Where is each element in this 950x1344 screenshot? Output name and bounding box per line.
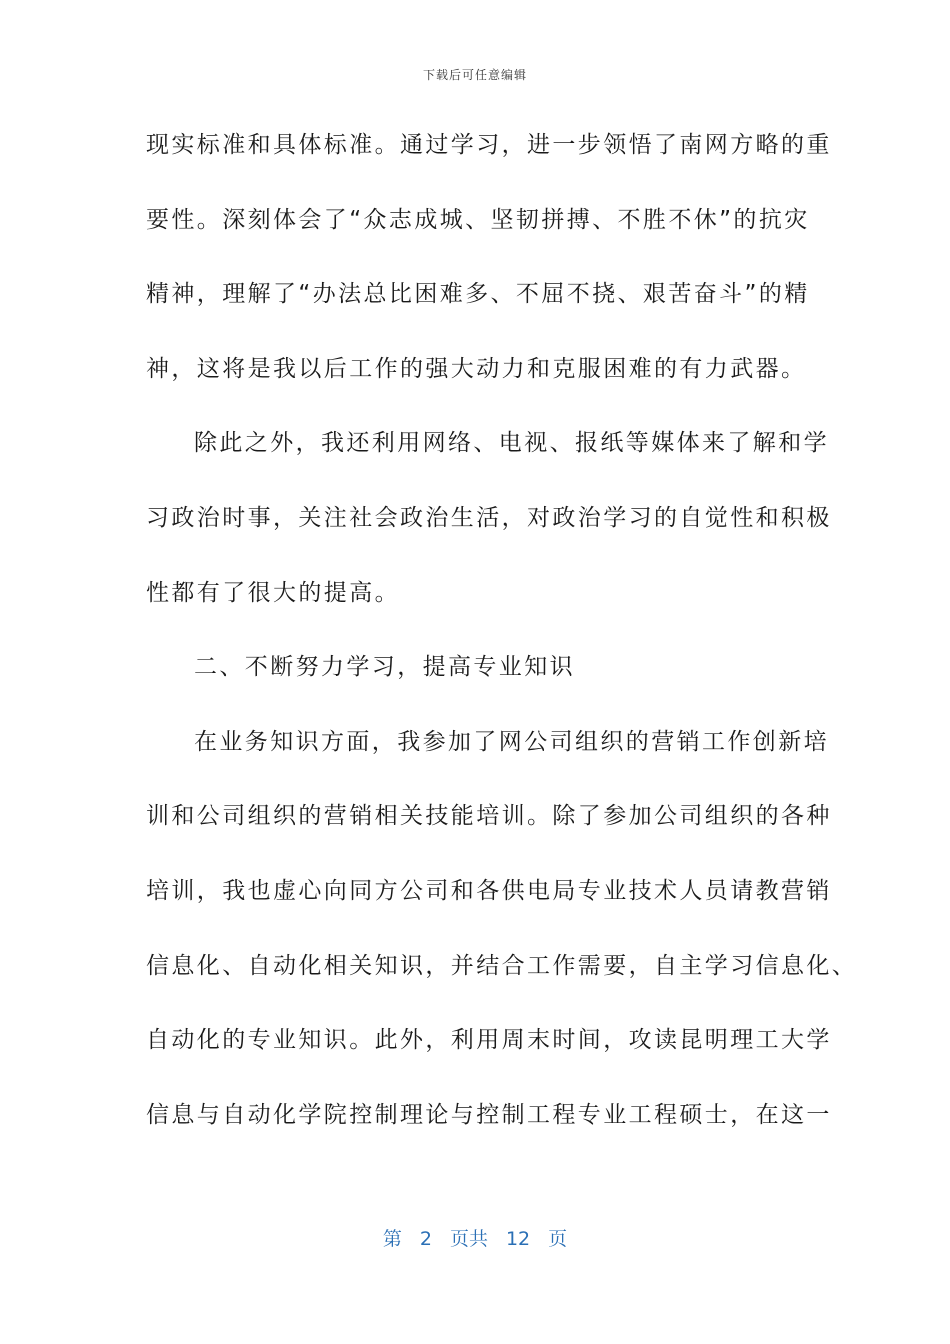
total-pages-number: 12 xyxy=(505,1228,531,1250)
document-body xyxy=(146,119,858,1163)
text-line: 信息与自动化学院控制理论与控制工程专业工程硕士，在这一 xyxy=(146,1101,832,1128)
paragraph-start-line: 除此之外，我还利用网络、电视、报纸等媒体来了解和学 xyxy=(194,430,829,457)
page-header: 下载后可任意编辑 xyxy=(422,68,527,82)
text-line: 现实标准和具体标准。通过学习，进一步领悟了南网方略的重 xyxy=(146,132,832,158)
current-page-number: 2 xyxy=(419,1228,432,1250)
section-heading: 二、不断努力学习，提高专业知识 xyxy=(194,654,575,681)
text-line: 神，这将是我以后工作的强大动力和克服困难的有力武器。 xyxy=(146,355,807,382)
text-line: 要性。深刻体会了“众志成城、坚韧拼搏、不胜不休”的抗灾 xyxy=(146,206,810,233)
text-line: 自动化的专业知识。此外，利用周末时间，攻读昆明理工大学 xyxy=(146,1027,832,1054)
text-line: 精神，理解了“办法总比困难多、不屈不挠、艰苦奋斗”的精 xyxy=(146,281,810,308)
footer-suffix: 页 xyxy=(548,1228,568,1250)
footer-middle: 页共 xyxy=(449,1228,488,1250)
paragraph-start-line: 在业务知识方面，我参加了网公司组织的营销工作创新培 xyxy=(194,728,829,755)
text-line: 训和公司组织的营销相关技能培训。除了参加公司组织的各种 xyxy=(146,803,832,830)
footer-prefix: 第 xyxy=(382,1228,402,1250)
text-line: 习政治时事，关注社会政治生活，对政治学习的自觉性和积极 xyxy=(146,504,832,531)
text-line: 培训，我也虚心向同方公司和各供电局专业技术人员请教营销 xyxy=(146,877,832,904)
text-line: 信息化、自动化相关知识，并结合工作需要，自主学习信息化、 xyxy=(146,952,858,979)
page-footer xyxy=(0,1224,950,1251)
text-line: 性都有了很大的提高。 xyxy=(146,579,400,606)
